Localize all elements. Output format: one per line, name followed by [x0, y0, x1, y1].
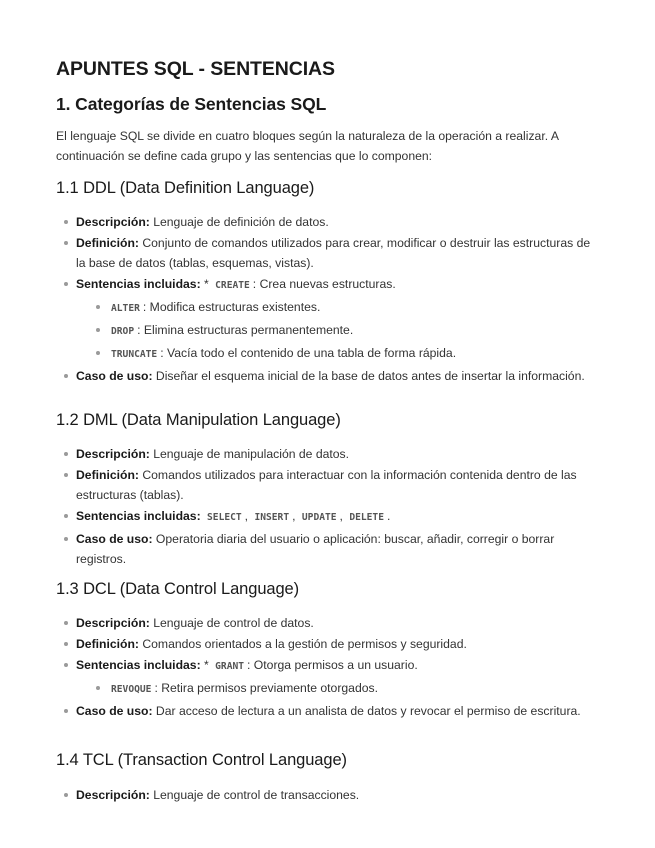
list-item [56, 343, 601, 365]
item-label: Caso de uso: [76, 532, 153, 546]
item-label: Descripción: [76, 215, 150, 229]
item-text: : Elimina estructuras permanentemente. [137, 323, 354, 337]
item-text: : Modifica estructuras existentes. [142, 300, 321, 314]
item-label: Definición: [76, 468, 139, 482]
list-item [56, 785, 601, 805]
item-text: Comandos utilizados para interactuar con la información contenida dentro de las estructuras (tablas). [76, 468, 577, 502]
dml-list [56, 444, 601, 570]
list-item [56, 297, 601, 319]
item-text: Lenguaje de manipulación de datos. [149, 447, 350, 461]
list-item [56, 506, 601, 528]
sql-command-alter: ALTER [108, 303, 143, 314]
item-label: Descripción: [76, 788, 150, 802]
subsection-heading-dml: 1.2 DML (Data Manipulation Language) [56, 411, 341, 429]
list-item [56, 212, 601, 232]
list-item [56, 634, 601, 654]
sql-command-revoque: REVOQUE [108, 684, 154, 695]
sql-command-grant: GRANT [212, 661, 247, 672]
item-label: Caso de uso: [76, 369, 153, 383]
item-text: Lenguaje de control de transacciones. [149, 788, 360, 802]
item-text: : Crea nuevas estructuras. [252, 277, 396, 291]
list-item [56, 444, 601, 464]
item-text: : Otorga permisos a un usuario. [247, 658, 418, 672]
item-label: Descripción: [76, 616, 150, 630]
sql-command-update: UPDATE [299, 512, 340, 523]
sql-command-drop: DROP [108, 326, 137, 337]
item-label: Sentencias incluidas: [76, 509, 201, 523]
item-text: . [386, 509, 391, 523]
separator: , [292, 509, 299, 523]
list-item [56, 613, 601, 633]
item-text: Comandos orientados a la gestión de permisos y seguridad. [138, 637, 467, 651]
item-text: Dar acceso de lectura a un analista de datos y revocar el permiso de escritura. [152, 704, 581, 718]
item-text: Operatoria diaria del usuario o aplicación: buscar, añadir, corregir o borrar registros. [76, 532, 555, 566]
ddl-list [56, 212, 601, 387]
list-item [56, 655, 601, 677]
subsection-heading-dcl: 1.3 DCL (Data Control Language) [56, 580, 300, 598]
sql-command-select: SELECT [204, 512, 245, 523]
separator: , [339, 509, 347, 523]
section-heading-categorias: 1. Categorías de Sentencias SQL [56, 94, 327, 114]
item-text: Lenguaje de control de datos. [149, 616, 314, 630]
item-label: Definición: [76, 637, 139, 651]
subsection-heading-tcl: 1.4 TCL (Transaction Control Language) [56, 751, 347, 769]
list-item [56, 678, 601, 700]
list-item [56, 233, 601, 273]
list-item [56, 320, 601, 342]
separator: , [244, 509, 252, 523]
item-text: : Vacía todo el contenido de una tabla de forma rápida. [160, 346, 457, 360]
item-text: : Retira permisos previamente otorgados. [154, 681, 378, 695]
list-item [56, 274, 601, 296]
item-label: Sentencias incluidas: [76, 658, 201, 672]
item-text: * [200, 277, 213, 291]
list-item [56, 529, 601, 569]
item-text: * [200, 658, 213, 672]
sql-command-truncate: TRUNCATE [108, 349, 160, 360]
intro-paragraph: El lenguaje SQL se divide en cuatro bloques según la naturaleza de la operación a realizar. A continuación se define cada grupo y las sentencias que lo componen: [56, 129, 559, 163]
sql-command-create: CREATE [212, 280, 253, 291]
dcl-list [56, 613, 601, 722]
document-title: APUNTES SQL - SENTENCIAS [56, 58, 335, 80]
sql-command-insert: INSERT [251, 512, 292, 523]
item-text: Conjunto de comandos utilizados para crear, modificar o destruir las estructuras de la base de datos (tablas, esquemas, vistas). [76, 236, 591, 270]
item-label: Sentencias incluidas: [76, 277, 201, 291]
item-text: Lenguaje de definición de datos. [149, 215, 329, 229]
sql-command-delete: DELETE [346, 512, 387, 523]
list-item [56, 701, 601, 721]
tcl-list [56, 785, 601, 806]
list-item [56, 366, 601, 386]
list-item [56, 465, 601, 505]
subsection-heading-ddl: 1.1 DDL (Data Definition Language) [56, 179, 315, 197]
item-label: Definición: [76, 236, 139, 250]
item-label: Descripción: [76, 447, 150, 461]
item-text: Diseñar el esquema inicial de la base de datos antes de insertar la información. [152, 369, 585, 383]
item-label: Caso de uso: [76, 704, 153, 718]
